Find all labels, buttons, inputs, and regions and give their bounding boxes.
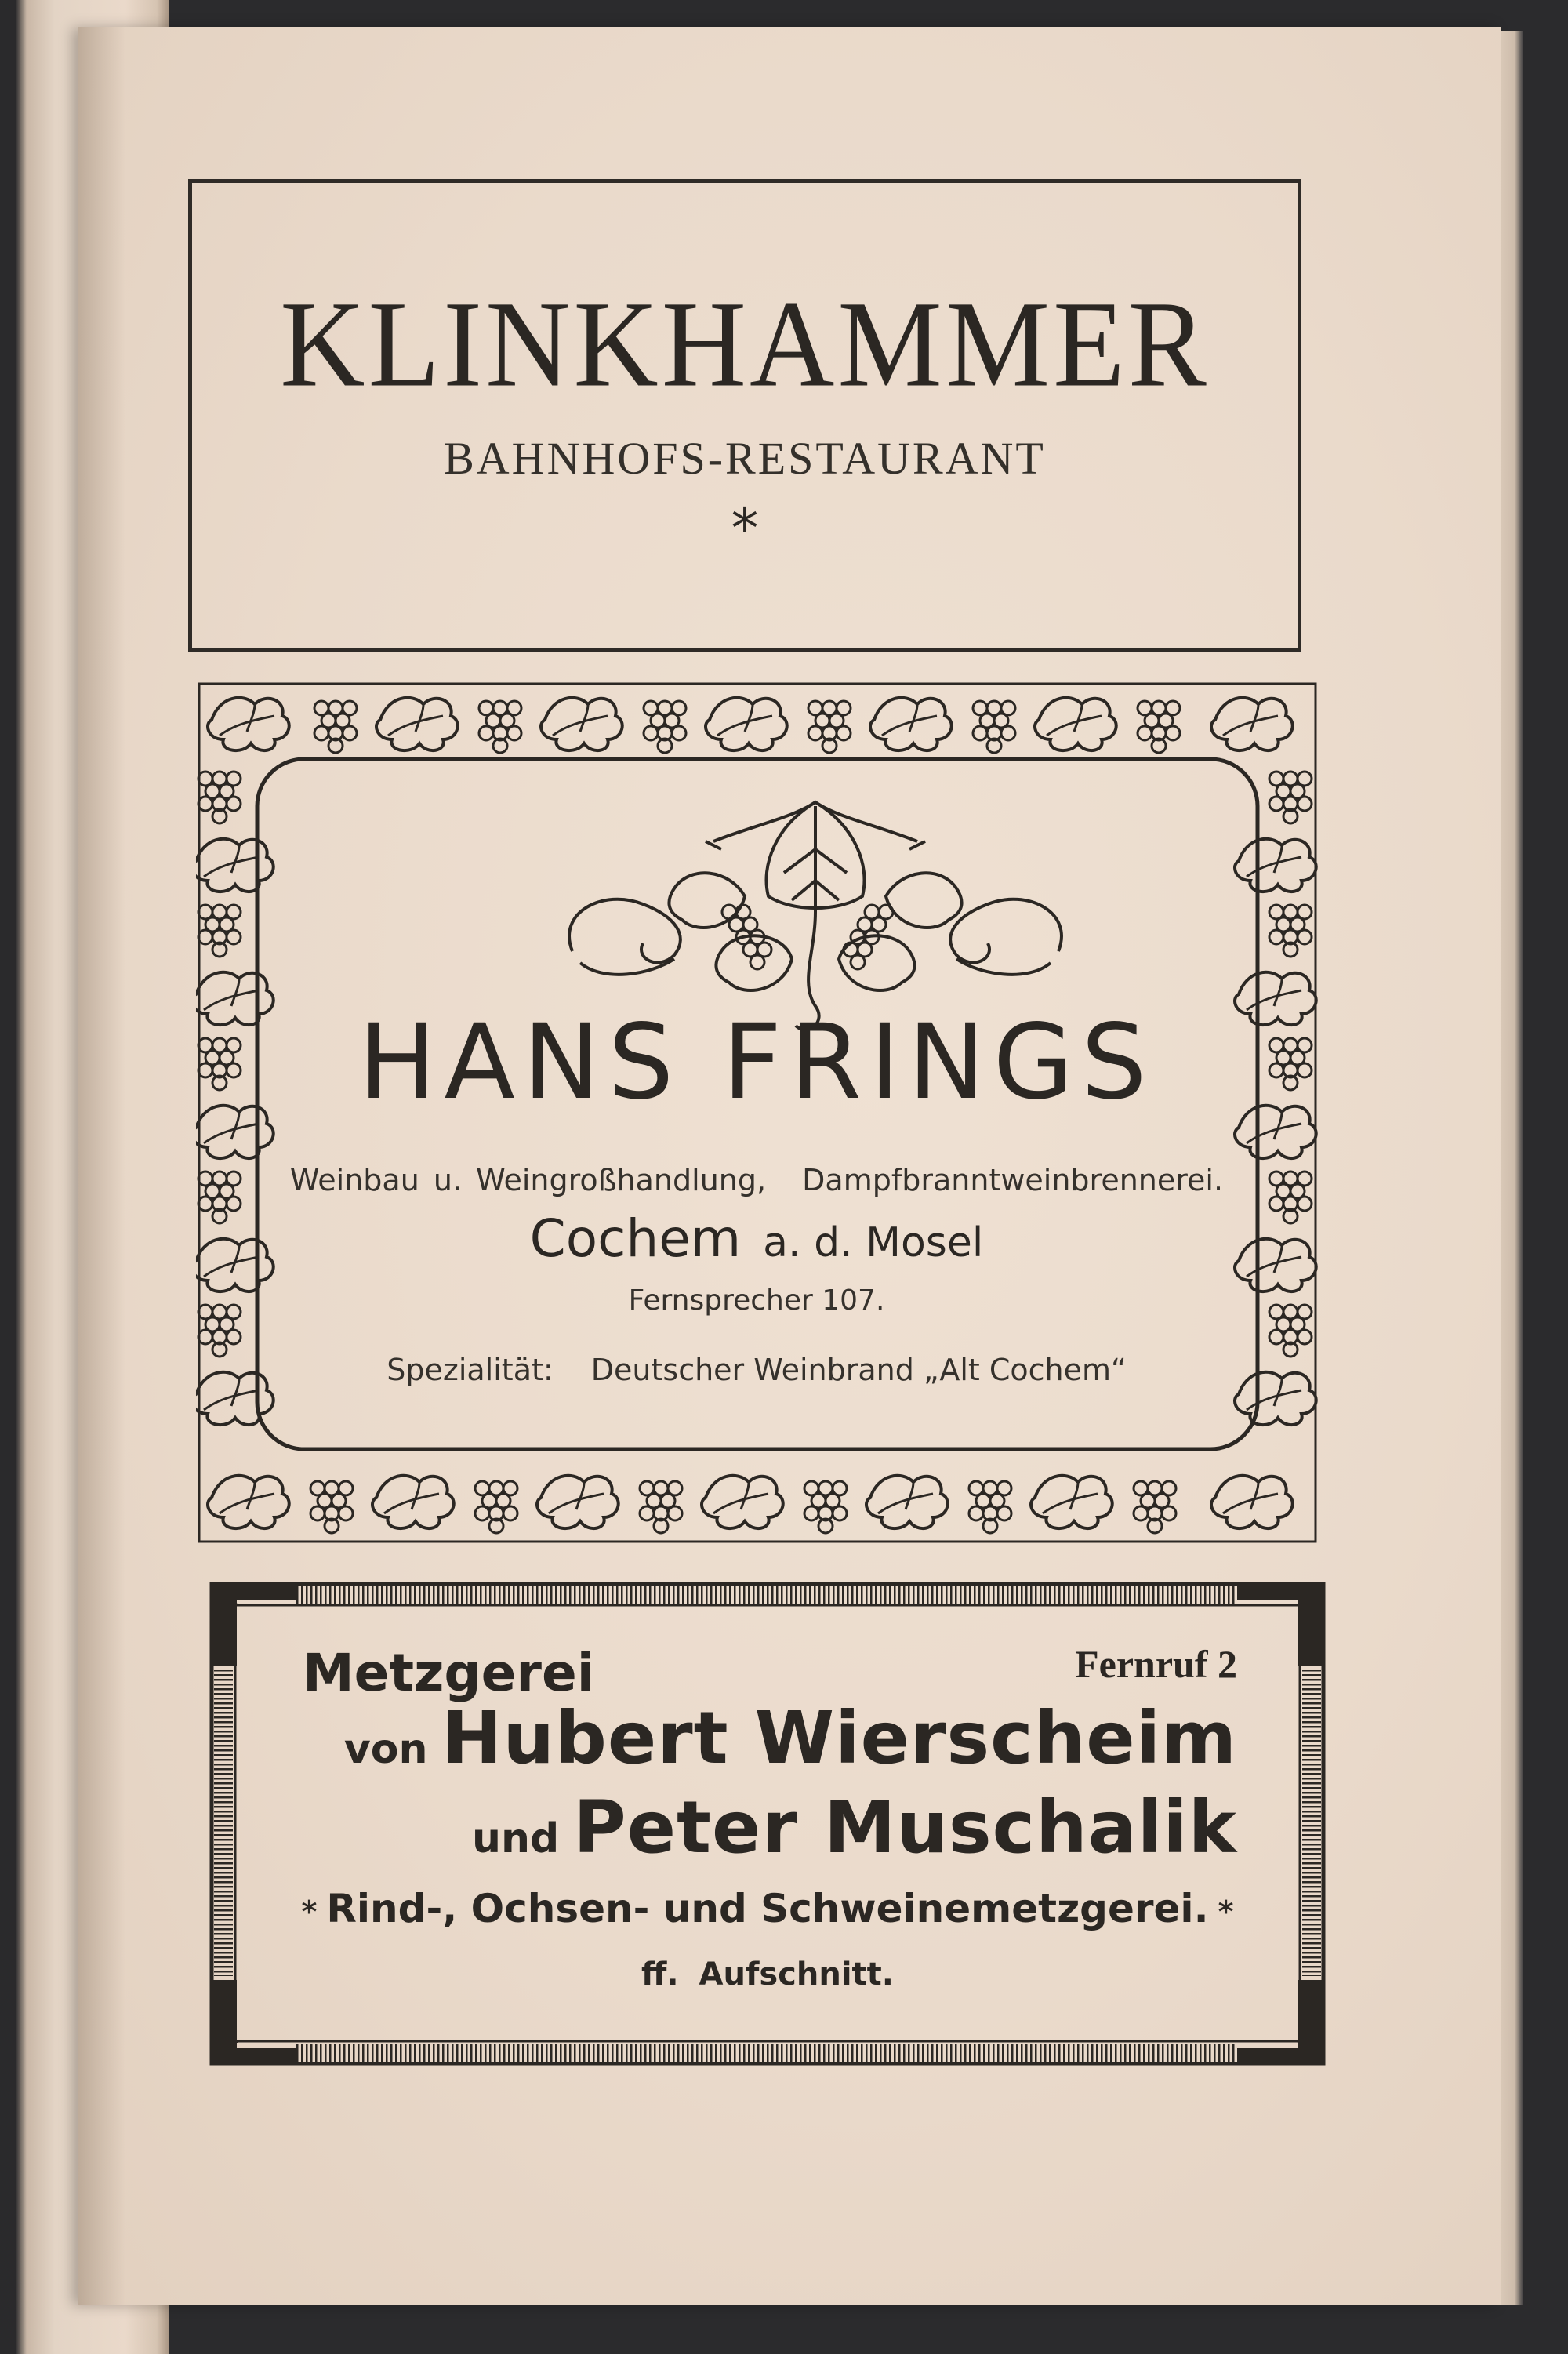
metzgerei-specialty-text: Rind-, Ochsen- und Schweinemetzgerei. <box>326 1886 1209 1931</box>
klinkhammer-subtitle: BAHNHOFS-RESTAURANT <box>444 433 1046 484</box>
frings-city <box>259 1208 1254 1269</box>
klinkhammer-ad <box>188 179 1301 652</box>
metzgerei-owner1-line <box>344 1696 1237 1780</box>
metzgerei-owner2-line <box>472 1785 1237 1869</box>
frings-city-suffix: a. d. Mosel <box>763 1219 984 1266</box>
frings-specialty-value: Deutscher Weinbrand „Alt Cochem“ <box>590 1353 1127 1387</box>
star-right-icon: * <box>1218 1894 1234 1929</box>
metzgerei-von: von <box>343 1726 428 1773</box>
frings-phone: Fernsprecher 107. <box>628 1284 885 1317</box>
metzgerei-heading: Metzgerei <box>303 1643 595 1703</box>
metzgerei-owner2: Peter Muschalik <box>573 1785 1237 1869</box>
metzgerei-phone: Fernruf 2 <box>1075 1642 1237 1686</box>
frings-business <box>259 1163 1254 1197</box>
metzgerei-extra: ff. Aufschnitt. <box>641 1956 894 1993</box>
frings-panel <box>259 763 1254 1453</box>
metzgerei-specialty <box>202 1886 1333 1931</box>
page-edge <box>1501 31 1523 2305</box>
gutter-shadow <box>78 27 125 2305</box>
frings-ad <box>196 681 1319 1545</box>
frings-business-left: Weinbau u. Weingroßhandlung, <box>289 1163 767 1197</box>
klinkhammer-title: KLINKHAMMER <box>280 275 1210 413</box>
frings-specialty-label: Spezialität: <box>387 1353 554 1387</box>
metzgerei-und: und <box>471 1815 560 1862</box>
asterisk-ornament-icon: * <box>731 496 759 561</box>
star-left-icon: * <box>301 1894 318 1929</box>
frings-city-name: Cochem <box>529 1208 742 1269</box>
metzgerei-ad <box>202 1557 1333 2074</box>
frings-specialty <box>259 1353 1254 1387</box>
frings-name: HANS FRINGS <box>358 1002 1155 1123</box>
metzgerei-owner1: Hubert Wierscheim <box>441 1696 1237 1780</box>
frings-business-right: Dampfbranntweinbrennerei. <box>802 1163 1224 1197</box>
